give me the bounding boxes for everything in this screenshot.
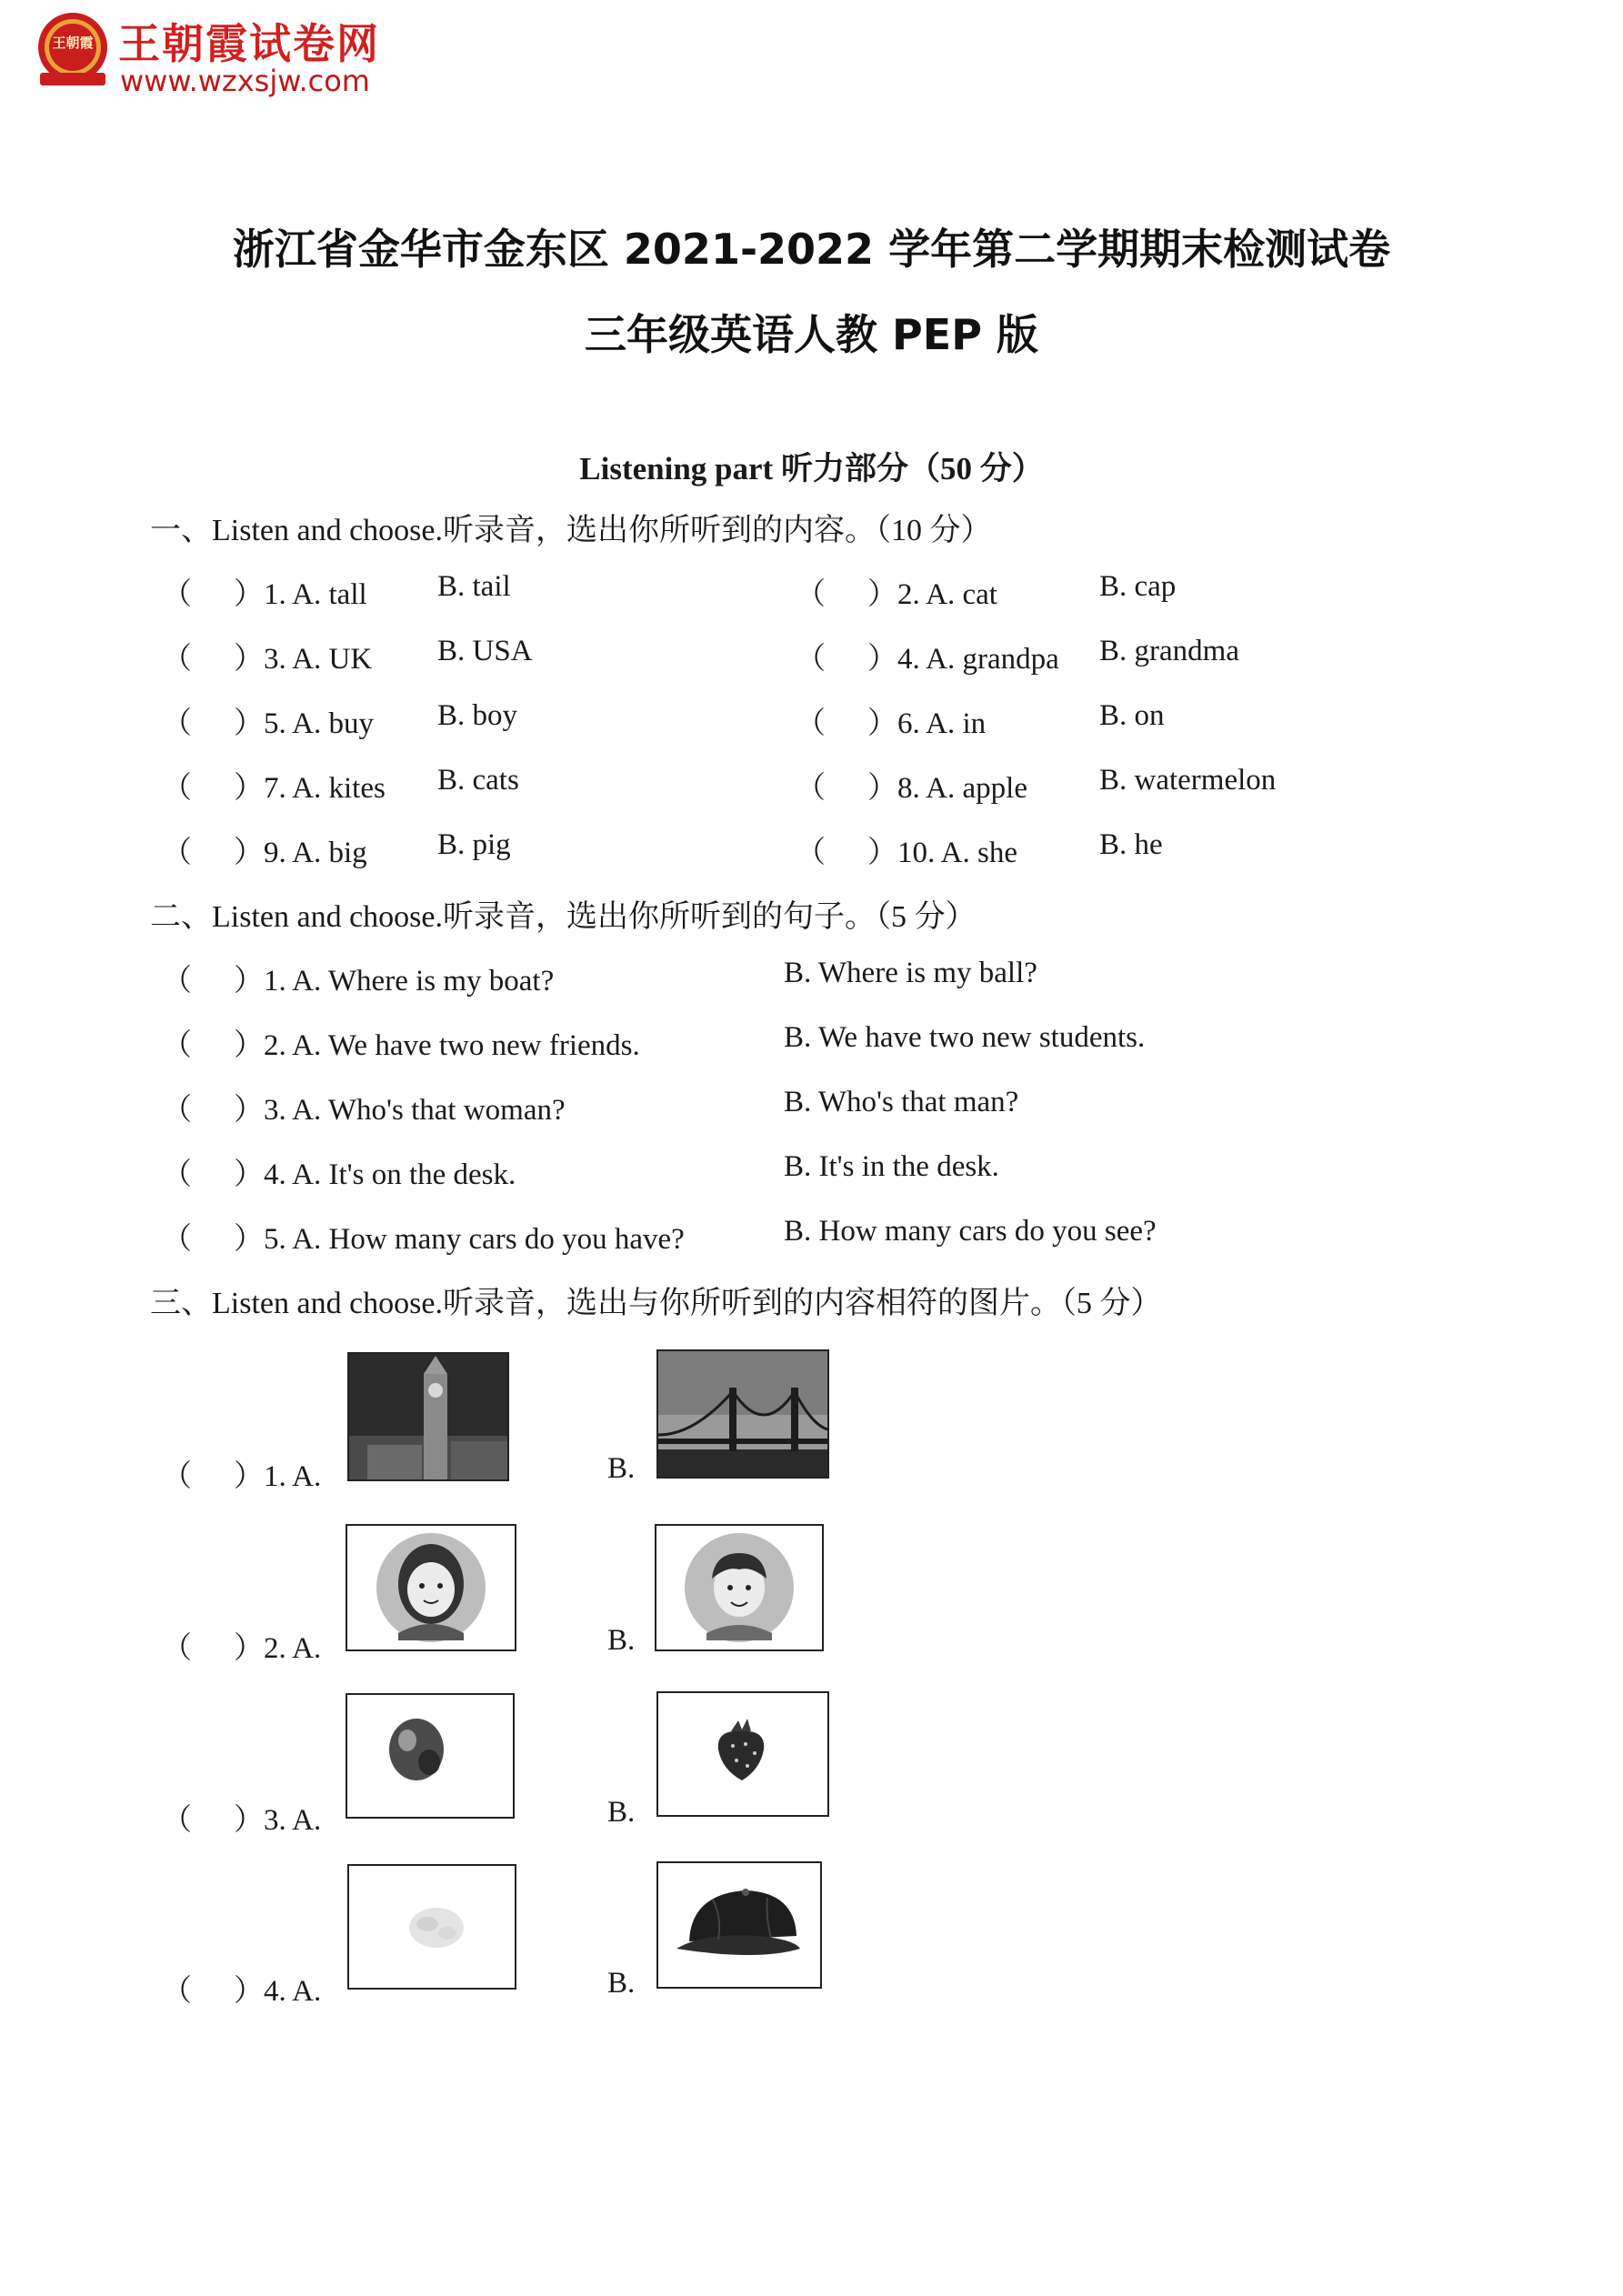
picture-option-b-label: B. — [607, 1796, 636, 1829]
sentence-option-a: ）2. A. We have two new friends. — [234, 1029, 640, 1062]
question-option-a: ）8. A. apple — [867, 772, 1027, 805]
answer-paren: （ — [162, 1029, 192, 1062]
answer-paren: （ — [162, 837, 192, 869]
question-option-b: B. cap — [1099, 570, 1177, 603]
picture-option-a-label: ）1. A. — [234, 1460, 322, 1493]
sentence-option-a: ）4. A. It's on the desk. — [234, 1158, 516, 1191]
answer-paren: （ — [796, 772, 826, 805]
girl-face-picture — [346, 1524, 516, 1651]
answer-paren: （ — [162, 772, 192, 805]
sentence-option-b: B. It's in the desk. — [784, 1150, 999, 1183]
sentence-option-b: B. How many cars do you see? — [784, 1215, 1157, 1248]
question-option-b: B. grandma — [1099, 635, 1239, 667]
question-option-b: B. tail — [437, 570, 511, 603]
question-option-a: ）2. A. cat — [867, 578, 997, 611]
answer-paren: （ — [162, 965, 192, 998]
logo-badge-text: 王朝霞 — [52, 35, 94, 51]
fruit-picture — [346, 1693, 515, 1819]
sentence-option-b: B. Who's that man? — [784, 1086, 1019, 1118]
question-option-a: ）3. A. UK — [234, 643, 373, 676]
question-option-a: ）1. A. tall — [234, 578, 367, 611]
question-option-b: B. cats — [437, 764, 519, 797]
section3-heading: 三、Listen and choose.听录音，选出与你所听到的内容相符的图片。（5 分） — [150, 1287, 1162, 1320]
listening-part-heading: Listening part 听力部分（50 分） — [579, 451, 1044, 486]
answer-paren: （ — [796, 643, 826, 676]
answer-paren: （ — [796, 578, 826, 611]
sentence-option-a: ）3. A. Who's that woman? — [234, 1094, 566, 1127]
site-url[interactable]: www.wzxsjw.com — [120, 64, 370, 98]
question-option-b: B. he — [1099, 828, 1163, 861]
answer-paren: （ — [162, 1632, 192, 1665]
question-option-b: B. boy — [437, 699, 518, 732]
answer-paren: （ — [162, 1460, 192, 1493]
answer-paren: （ — [796, 707, 826, 740]
question-option-a: ）6. A. in — [867, 707, 987, 740]
question-option-a: ）9. A. big — [234, 837, 367, 869]
answer-paren: （ — [162, 1975, 192, 2008]
sentence-option-b: B. Where is my ball? — [784, 957, 1037, 989]
exam-subtitle: 三年级英语人教 PEP 版 — [585, 310, 1038, 359]
sentence-option-b: B. We have two new students. — [784, 1021, 1146, 1054]
question-option-a: ）4. A. grandpa — [867, 643, 1059, 676]
section1-heading: 一、Listen and choose.听录音，选出你所听到的内容。（10 分） — [150, 514, 992, 547]
answer-paren: （ — [162, 1223, 192, 1256]
answer-paren: （ — [162, 1158, 192, 1191]
question-option-b: B. USA — [437, 635, 533, 667]
question-option-b: B. pig — [437, 828, 511, 861]
question-option-b: B. watermelon — [1099, 764, 1277, 797]
big-ben-picture — [347, 1352, 509, 1481]
sentence-option-a: ）1. A. Where is my boat? — [234, 965, 555, 998]
answer-paren: （ — [162, 1094, 192, 1127]
picture-option-b-label: B. — [607, 1624, 636, 1657]
question-option-a: ）10. A. she — [867, 837, 1017, 869]
sentence-option-a: ）5. A. How many cars do you have? — [234, 1223, 685, 1256]
strawberry-picture — [656, 1691, 829, 1817]
exam-title: 浙江省金华市金东区 2021-2022 学年第二学期期末检测试卷 — [232, 225, 1391, 274]
answer-paren: （ — [162, 643, 192, 676]
picture-option-b-label: B. — [607, 1967, 636, 2000]
question-option-a: ）5. A. buy — [234, 707, 375, 740]
section2-heading: 二、Listen and choose.听录音，选出你所听到的句子。（5 分） — [150, 900, 977, 934]
picture-option-a-label: ）2. A. — [234, 1632, 322, 1665]
site-name: 王朝霞试卷网 — [118, 19, 380, 68]
picture-option-b-label: B. — [607, 1452, 636, 1485]
question-option-b: B. on — [1099, 699, 1165, 732]
picture-option-a-label: ）3. A. — [234, 1804, 322, 1837]
picture-option-a-label: ）4. A. — [234, 1975, 322, 2008]
site-logo-badge — [33, 9, 113, 89]
cap-picture — [656, 1861, 822, 1989]
answer-paren: （ — [796, 837, 826, 869]
answer-paren: （ — [162, 578, 192, 611]
answer-paren: （ — [162, 707, 192, 740]
faint-object-picture — [347, 1864, 516, 1990]
boy-face-picture — [655, 1524, 824, 1651]
question-option-a: ）7. A. kites — [234, 772, 386, 805]
answer-paren: （ — [162, 1804, 192, 1837]
golden-gate-bridge-picture — [656, 1349, 829, 1479]
